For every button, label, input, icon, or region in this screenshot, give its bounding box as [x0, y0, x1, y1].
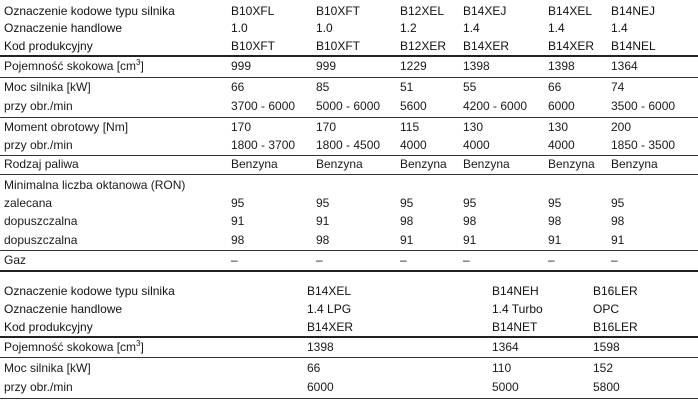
engine-code-cell: B14NEH: [492, 284, 539, 298]
octane-allowed-cell: 98: [231, 233, 245, 247]
power-rpm-cell: 6000: [548, 99, 575, 113]
torque-rpm-label: przy obr./min: [4, 138, 73, 152]
torque-cell: 200: [611, 120, 632, 134]
octane-allowed-cell: 98: [548, 214, 562, 228]
production-code-cell: B10XFT: [231, 39, 276, 53]
octane-allowed-label: dopuszczalna: [4, 233, 78, 247]
displacement-cell: 1229: [400, 59, 427, 73]
trade-name-cell: 1.4 LPG: [307, 302, 352, 316]
torque-rpm-cell: 1850 - 3500: [611, 138, 676, 152]
power-cell: 55: [463, 80, 477, 94]
octane-allowed-cell: 91: [463, 233, 477, 247]
torque-cell: 170: [316, 120, 337, 134]
torque-cell: 170: [231, 120, 252, 134]
torque-label: Moment obrotowy [Nm]: [4, 120, 129, 134]
fuel-type-cell: Benzyna: [463, 157, 510, 171]
displacement-cell: 1398: [307, 340, 334, 354]
power-cell: 85: [316, 80, 330, 94]
octane-allowed-cell: 91: [611, 233, 625, 247]
table-rule: [0, 117, 698, 118]
engine-code-label: Oznaczenie kodowe typu silnika: [4, 4, 175, 18]
octane-recommended-cell: 95: [611, 196, 625, 210]
engine-code-cell: B10XFL: [231, 4, 275, 18]
octane-recommended-cell: 95: [400, 196, 414, 210]
torque-rpm-cell: 1800 - 3700: [231, 138, 296, 152]
octane-recommended-cell: 95: [316, 196, 330, 210]
power-label: Moc silnika [kW]: [4, 361, 91, 375]
fuel-type-cell: Benzyna: [400, 157, 447, 171]
octane-allowed-cell: 98: [611, 214, 625, 228]
power-rpm-cell: 3700 - 6000: [231, 99, 296, 113]
power-cell: 66: [548, 80, 562, 94]
engine-code-cell: B14XEJ: [463, 4, 507, 18]
trade-name-cell: 1.4: [548, 21, 565, 35]
trade-name-cell: OPC: [593, 302, 620, 316]
engine-code-cell: B14NEJ: [611, 4, 656, 18]
engine-code-cell: B10XFT: [316, 4, 361, 18]
power-rpm-cell: 6000: [307, 380, 334, 394]
octane-recommended-cell: 95: [548, 196, 562, 210]
gas-cell: –: [400, 253, 407, 267]
power-rpm-cell: 3500 - 6000: [611, 99, 676, 113]
table-rule: [0, 398, 698, 399]
engine-code-cell: B16LER: [593, 284, 638, 298]
displacement-label: Pojemność skokowa $[cm^3]$: [4, 339, 144, 354]
power-cell: 74: [611, 80, 625, 94]
displacement-cell: 1364: [492, 340, 519, 354]
production-code-cell: B14NEL: [611, 39, 656, 53]
production-code-cell: B10XFT: [316, 39, 361, 53]
octane-recommended-label: zalecana: [4, 196, 53, 210]
octane-allowed-cell: 91: [400, 233, 414, 247]
displacement-cell: 999: [316, 59, 337, 73]
torque-cell: 115: [400, 120, 420, 134]
trade-name-cell: 1.4: [611, 21, 628, 35]
table-rule: [0, 155, 698, 156]
power-rpm-cell: 5000 - 6000: [316, 99, 381, 113]
table-rule: [0, 77, 698, 78]
displacement-cell: 1364: [611, 59, 638, 73]
displacement-cell: 1598: [593, 340, 620, 354]
production-code-cell: B14XER: [548, 39, 595, 53]
fuel-type-cell: Benzyna: [548, 157, 595, 171]
displacement-cell: 1398: [548, 59, 575, 73]
octane-allowed-cell: 98: [316, 233, 330, 247]
table-rule: [0, 174, 698, 175]
torque-cell: 130: [548, 120, 569, 134]
power-cell: 51: [400, 80, 414, 94]
engine-code-cell: B14XEL: [548, 4, 593, 18]
torque-rpm-cell: 4000: [548, 138, 575, 152]
production-code-cell: B12XER: [400, 39, 447, 53]
gas-cell: –: [231, 253, 238, 267]
octane-recommended-cell: 95: [231, 196, 245, 210]
gas-label: Gaz: [4, 253, 27, 267]
octane-recommended-cell: 95: [463, 196, 477, 210]
torque-rpm-cell: 4000: [400, 138, 427, 152]
power-cell: 110: [492, 361, 512, 375]
octane-allowed-cell: 91: [316, 214, 330, 228]
octane-allowed-label: dopuszczalna: [4, 214, 78, 228]
gas-cell: –: [316, 253, 323, 267]
production-code-cell: B16LER: [593, 320, 638, 334]
production-code-cell: B14NET: [492, 320, 538, 334]
power-rpm-cell: 4200 - 6000: [463, 99, 528, 113]
octane-allowed-cell: 98: [463, 214, 477, 228]
power-label: Moc silnika [kW]: [4, 80, 91, 94]
power-rpm-cell: 5600: [400, 99, 427, 113]
torque-rpm-cell: 4000: [463, 138, 490, 152]
fuel-type-cell: Benzyna: [316, 157, 363, 171]
power-rpm-label: przy obr./min: [4, 380, 73, 394]
trade-name-cell: 1.4 Turbo: [492, 302, 543, 316]
power-rpm-label: przy obr./min: [4, 99, 73, 113]
engine-code-cell: B14XEL: [307, 284, 352, 298]
gas-cell: –: [463, 253, 470, 267]
production-code-cell: B14XER: [463, 39, 510, 53]
trade-name-cell: 1.0: [316, 21, 333, 35]
fuel-type-cell: Benzyna: [231, 157, 278, 171]
production-code-label: Kod produkcyjny: [4, 39, 93, 53]
table-rule: [0, 55, 698, 57]
gas-cell: –: [548, 253, 555, 267]
trade-name-cell: 1.4: [463, 21, 480, 35]
displacement-cell: 1398: [463, 59, 490, 73]
octane-title: Minimalna liczba oktanowa (RON): [4, 178, 186, 192]
trade-name-cell: 1.0: [231, 21, 248, 35]
torque-cell: 130: [463, 120, 484, 134]
table-rule: [0, 357, 698, 358]
power-rpm-cell: 5800: [593, 380, 620, 394]
trade-name-label: Oznaczenie handlowe: [4, 21, 123, 35]
octane-allowed-cell: 91: [231, 214, 245, 228]
table-rule: [0, 336, 698, 338]
engine-code-label: Oznaczenie kodowe typu silnika: [4, 284, 175, 298]
trade-name-label: Oznaczenie handlowe: [4, 302, 123, 316]
fuel-type-label: Rodzaj paliwa: [4, 157, 79, 171]
torque-rpm-cell: 1800 - 4500: [316, 138, 381, 152]
power-cell: 66: [231, 80, 245, 94]
octane-allowed-cell: 91: [548, 233, 562, 247]
power-cell: 66: [307, 361, 321, 375]
octane-allowed-cell: 98: [400, 214, 414, 228]
production-code-label: Kod produkcyjny: [4, 320, 93, 334]
gas-cell: –: [611, 253, 618, 267]
engine-code-cell: B12XEL: [400, 4, 445, 18]
power-rpm-cell: 5000: [492, 380, 519, 394]
table-rule: [0, 270, 698, 272]
displacement-cell: 999: [231, 59, 252, 73]
trade-name-cell: 1.2: [400, 21, 417, 35]
power-cell: 152: [593, 361, 614, 375]
table-rule: [0, 250, 698, 251]
fuel-type-cell: Benzyna: [611, 157, 658, 171]
displacement-label: Pojemność skokowa $[cm^3]$: [4, 58, 144, 73]
production-code-cell: B14XER: [307, 320, 354, 334]
